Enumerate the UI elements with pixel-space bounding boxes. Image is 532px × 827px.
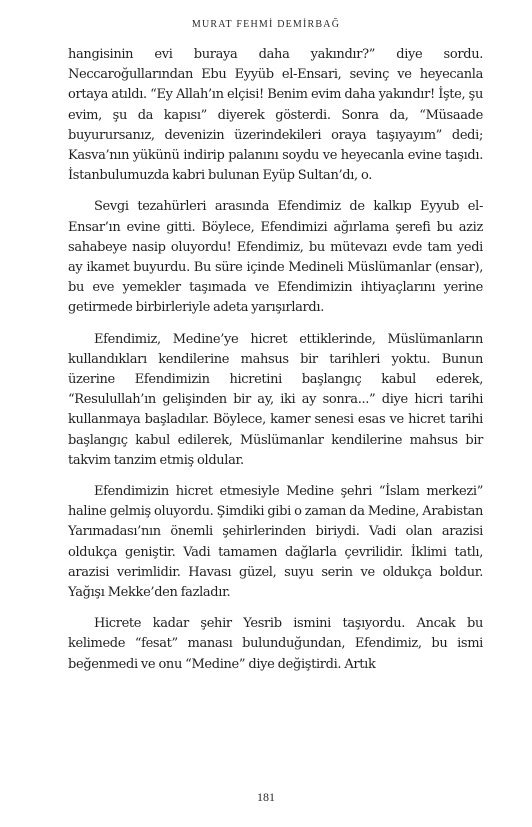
paragraph-3: Efendimiz, Medine’ye hicret ettiklerinde, Müslümanların kullandıkları kendilerine mahsus bir tarihleri yoktu. Bunun üzerine Efendimizin hicretini başlangıç kabul ederek, “Resulullah’ın gelişinden bir ay, iki ay sonra...” diye hicri tarihi kullanmaya başladılar. Böylece, kamer senesi esas ve hicret tarihi başlangıç kabul edilerek, Müslümanlar kendilerine mahsus bir takvim tanzim etmiş oldular. [68,331,483,468]
body-text [68,45,483,675]
page-number: 181 [257,790,275,804]
paragraph-1: hangisinin evi buraya daha yakındır?” diye sordu. Neccaroğullarından Ebu Eyyüb el-Ensari, sevinç ve heyecanla ortaya atıldı. “Ey Allah’ın elçisi! Benim evim daha yakındır! İşte, şu evim, şu da kapısı” diyerek gösterdi. Sonra da, “Müsaade buyurursanız, devenizin üzerindekileri oraya taşıyayım” dedi; Kasva’nın yükünü indirip palanını soydu ve heyecanla evine taşıdı. İstanbulumuzda kabri bulunan Eyüp Sultan’dı, o. [68,47,483,184]
paragraph-4: Efendimizin hicret etmesiyle Medine şehri “İslam merkezi” haline gelmiş oluyordu. Şimdiki gibi o zaman da Medine, Arabistan Yarımadası’nın önemli şehirlerinden biriydi. Vadi olan arazisi oldukça geniştir. Vadi tamamen dağlarla çevrilidir. İklimi tatlı, arazisi verimlidir. Havası güzel, suyu serin ve oldukça boldur. Yağışı Mekke’den fazladır. [68,484,483,601]
paragraph-5: Hicrete kadar şehir Yesrib ismini taşıyordu. Ancak bu kelimede “fesat” manası bulunduğundan, Efendimiz, bu ismi beğenmedi ve onu “Medine” diye değiştirdi. Artık [68,616,483,672]
running-header-author: MURAT FEHMİ DEMİRBAĞ [191,19,341,30]
paragraph-2: Sevgi tezahürleri arasında Efendimiz de kalkıp Eyyub el-Ensar’ın evine gitti. Böylece, Efendimizi ağırlama şerefi bu aziz sahabeye nasip oluyordu! Efendimiz, bu mütevazı evde tam yedi ay ikamet buyurdu. Bu süre içinde Medineli Müslümanlar (ensar), bu eve yemekler taşımada ve Efendimizin ihtiyaçlarını yerine getirmede birbirleriyle adeta yarışırlardı. [68,199,483,316]
